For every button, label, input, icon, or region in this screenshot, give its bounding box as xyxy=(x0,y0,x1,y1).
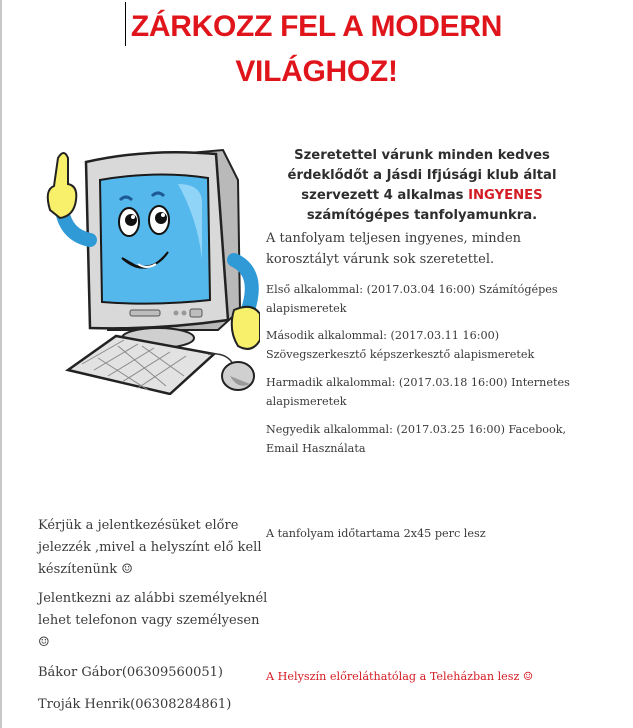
free-highlight: INGYENES xyxy=(468,188,543,203)
session-item-1: Első alkalommal: (2017.03.04 16:00) Számítógépes alapismeretek xyxy=(266,283,558,315)
intro-text: Szeretettel várunk minden kedves érdeklődőt a Jásdi Ifjúsági klub által szervezett 4 alkalmas xyxy=(287,148,557,203)
intro-paragraph xyxy=(272,146,572,226)
session-item-2: Második alkalommal: (2017.03.11 16:00) Szövegszerkesztő képszerkesztő alapismeretek xyxy=(266,329,535,361)
location-note: A Helyszín előreláthatólag a Teleházban lesz ☺ xyxy=(266,670,534,683)
session-item-3: Harmadik alkalommal: (2017.03.18 16:00) Internetes alapismeretek xyxy=(266,376,570,408)
session-item-4: Negyedik alkalommal: (2017.03.25 16:00) Facebook, Email Használata xyxy=(266,423,567,455)
cartoon-computer-icon xyxy=(38,140,260,395)
registration-how: Jelentkezni az alábbi személyeknél lehet telefonon vagy személyesen ☺ xyxy=(38,591,268,650)
duration-note: A tanfolyam időtartama 2x45 perc lesz xyxy=(266,527,486,540)
intro-text-end: számítógépes tanfolyamunkra. xyxy=(306,208,538,223)
registration-note: Kérjük a jelentkezésüket előre jelezzék ,mivel a helyszínt elő kell készítenünk ☺ xyxy=(38,518,262,577)
title-line-1: ZÁRKOZZ FEL A MODERN xyxy=(130,10,503,43)
contact-2: Troják Henrik(06308284861) xyxy=(38,697,232,712)
page-title xyxy=(100,4,533,94)
title-line-2: VILÁGHOZ! xyxy=(235,55,398,88)
page-left-border xyxy=(0,0,2,728)
contact-1: Bákor Gábor(06309560051) xyxy=(38,665,223,680)
free-info-paragraph: A tanfolyam teljesen ingyenes, minden korosztályt várunk sok szeretettel. xyxy=(266,231,522,267)
text-cursor xyxy=(125,2,126,46)
